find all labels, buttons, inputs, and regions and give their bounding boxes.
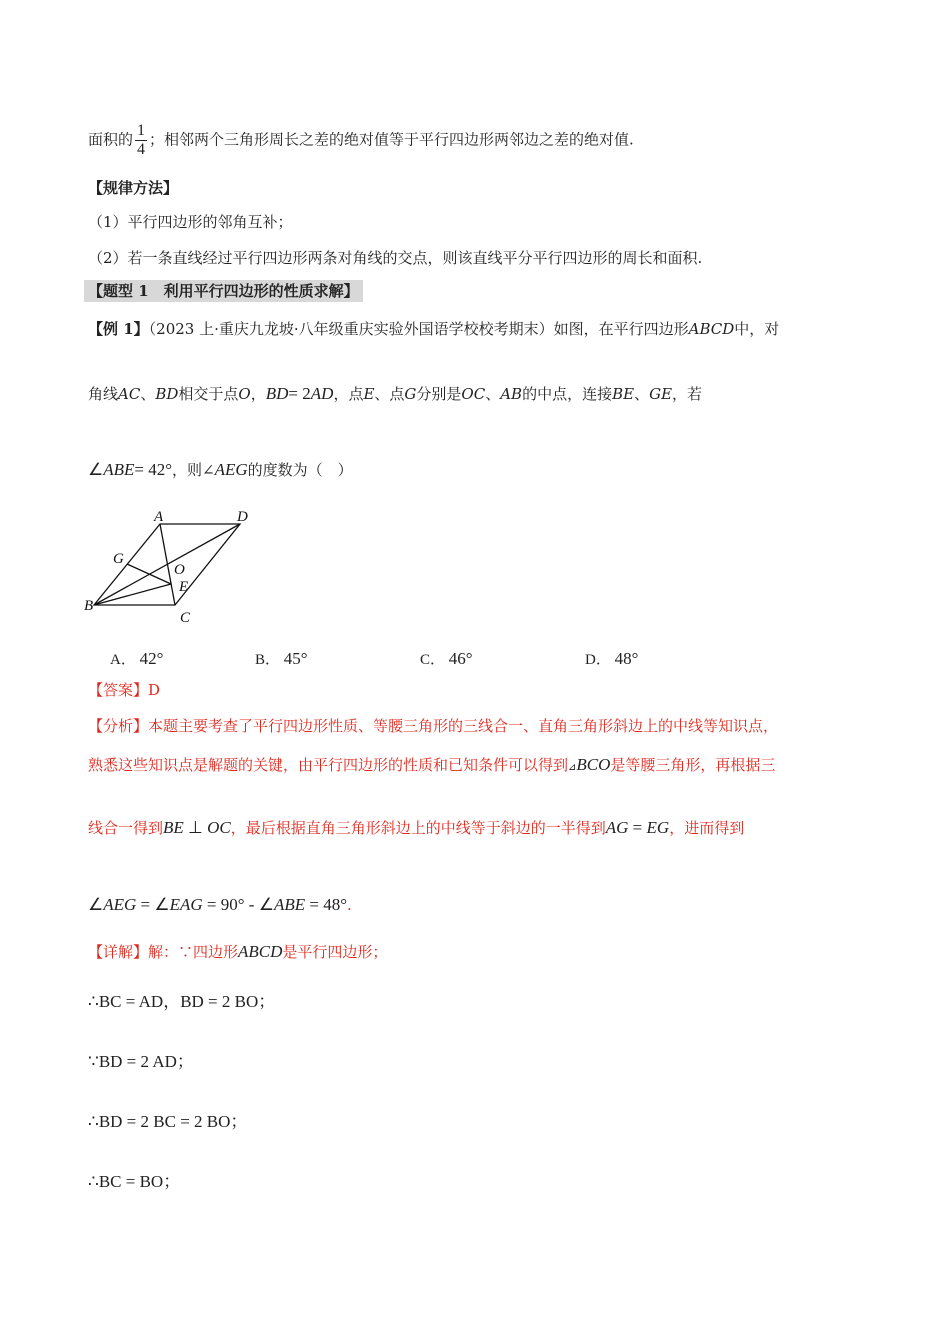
seg-be: BE <box>163 818 184 837</box>
seg-ac: AC <box>118 385 141 403</box>
angle-aeg: AEG <box>103 895 137 914</box>
type-heading <box>84 284 363 299</box>
eq-bd: BD <box>265 384 289 403</box>
text-segment: ，则∠ <box>172 461 215 479</box>
seg-be: BE <box>612 385 635 403</box>
fraction-denominator: 4 <box>137 141 146 158</box>
point-o: O <box>238 385 251 403</box>
detail-step-2: ∵BD = 2 AD； <box>88 1052 194 1071</box>
option-a[interactable] <box>110 648 163 669</box>
label-d: D <box>237 509 248 525</box>
example-label: 【例 1】 <box>88 320 149 338</box>
example-text-end: 中，对 <box>734 320 780 338</box>
eq-symbol: = 90° - ∠ <box>202 895 274 914</box>
text-segment: 是等腰三角形，再根据三 <box>610 756 776 774</box>
eq-symbol: = <box>628 818 647 837</box>
text-segment: 熟悉这些知识点是解题的关键，由平行四边形的性质和已知条件可以得到 <box>88 756 569 774</box>
parallelogram-figure <box>84 506 264 628</box>
text-segment: 相交于点 <box>178 385 239 403</box>
analysis-line-1: 【分析】本题主要考查了平行四边形性质、等腰三角形的三线合一、直角三角形斜边上的中线等知识点， <box>88 717 779 735</box>
seg-eg: EG <box>646 818 670 837</box>
answer: 【答案】D <box>88 681 161 699</box>
option-letter: C． <box>420 652 446 668</box>
text-segment: 是平行四边形； <box>282 943 388 961</box>
text-segment: 分别是 <box>416 385 462 403</box>
label-g: G <box>113 551 124 567</box>
triangle-bco: BCO <box>576 755 611 774</box>
period: . <box>347 896 352 914</box>
seg-oc: OC <box>461 385 486 403</box>
seg-oc: OC <box>207 818 231 837</box>
eq-ad: AD <box>310 384 334 403</box>
text-segment: 线合一得到 <box>88 819 164 837</box>
angle-symbol: ∠ <box>88 895 104 914</box>
option-value: 45° <box>283 649 308 668</box>
point-g: G <box>404 385 417 403</box>
text-segment: 、 <box>634 385 650 403</box>
analysis-line-2 <box>88 756 775 773</box>
segment-ge <box>127 564 171 584</box>
option-value: 42° <box>139 649 164 668</box>
text-segment: ，进而得到 <box>669 819 745 837</box>
text-segment: 的度数为（ ） <box>247 461 353 479</box>
method-item-1: （1）平行四边形的邻角互补； <box>88 213 293 231</box>
example-source: （2023 上·重庆九龙坡·八年级重庆实验外国语学校校考期末）如图，在平行四边形 <box>148 320 689 338</box>
triangle-symbol: ⊿ <box>568 762 577 773</box>
angle-aeg: AEG <box>214 460 248 479</box>
intro-prefix: 面积的 <box>88 130 134 149</box>
angle-symbol: ∠ <box>88 460 104 479</box>
intro-line <box>88 122 634 159</box>
method-heading: 【规律方法】 <box>88 179 179 197</box>
eq-value: = 48° <box>305 895 348 914</box>
example-line-2 <box>88 385 702 402</box>
text-segment: ，最后根据直角三角形斜边上的中线等于斜边的一半得到 <box>230 819 606 837</box>
option-d[interactable] <box>585 648 638 669</box>
text-segment: 、 <box>140 385 156 403</box>
option-c[interactable] <box>420 648 473 669</box>
angle-eag: EAG <box>169 895 203 914</box>
text-segment: 的中点，连接 <box>522 385 613 403</box>
example-abcd: ABCD <box>688 320 735 338</box>
text-segment: 解：∵四边形 <box>148 943 239 961</box>
segment-be <box>94 584 171 605</box>
analysis-line-4 <box>88 896 352 913</box>
intro-suffix: ；相邻两个三角形周长之差的绝对值等于平行四边形两邻边之差的绝对值. <box>149 130 634 149</box>
option-value: 46° <box>448 649 473 668</box>
seg-ge: GE <box>649 385 673 403</box>
text-segment: 、 <box>485 385 501 403</box>
method-item-2: （2）若一条直线经过平行四边形两条对角线的交点，则该直线平分平行四边形的周长和面积. <box>88 249 703 267</box>
perp-symbol: ⊥ <box>183 818 208 837</box>
angle-abe: ABE <box>103 460 135 479</box>
label-e: E <box>179 579 189 595</box>
eq-symbol: = ∠ <box>136 895 170 914</box>
label-a: A <box>154 509 164 525</box>
point-e: E <box>363 385 375 403</box>
option-letter: B． <box>255 652 281 668</box>
text-segment: ，点 <box>333 385 364 403</box>
option-value: 48° <box>614 649 639 668</box>
eq-op: = 2 <box>288 384 311 403</box>
option-b[interactable] <box>255 648 308 669</box>
seg-bd: BD <box>155 385 179 403</box>
detail-step-3: ∴BD = 2 BC = 2 BO； <box>88 1112 248 1131</box>
text-segment: ， <box>250 385 266 403</box>
detail-line-1 <box>88 943 387 960</box>
text-segment: 、点 <box>374 385 405 403</box>
type-heading-text: 【题型 1 利用平行四边形的性质求解】 <box>84 280 363 302</box>
analysis-line-3 <box>88 819 744 836</box>
fraction-numerator: 1 <box>137 122 146 139</box>
option-letter: D． <box>585 652 611 668</box>
label-c: C <box>180 610 191 626</box>
seg-ag: AG <box>605 818 629 837</box>
angle-value: = 42° <box>134 460 173 479</box>
example-line-1 <box>88 322 779 337</box>
detail-step-4: ∴BC = BO； <box>88 1172 181 1191</box>
detail-label: 【详解】 <box>88 943 149 961</box>
label-b: B <box>84 598 94 614</box>
text-segment: ，若 <box>672 385 703 403</box>
quad-abcd: ABCD <box>238 942 283 961</box>
text-segment: 角线 <box>88 385 119 403</box>
option-letter: A． <box>110 652 136 668</box>
fraction-one-quarter <box>135 122 147 159</box>
angle-abe: ABE <box>273 895 306 914</box>
example-line-3 <box>88 461 353 478</box>
label-o: O <box>174 562 185 578</box>
seg-ab: AB <box>500 385 523 403</box>
detail-step-1: ∴BC = AD，BD = 2 BO； <box>88 992 276 1011</box>
